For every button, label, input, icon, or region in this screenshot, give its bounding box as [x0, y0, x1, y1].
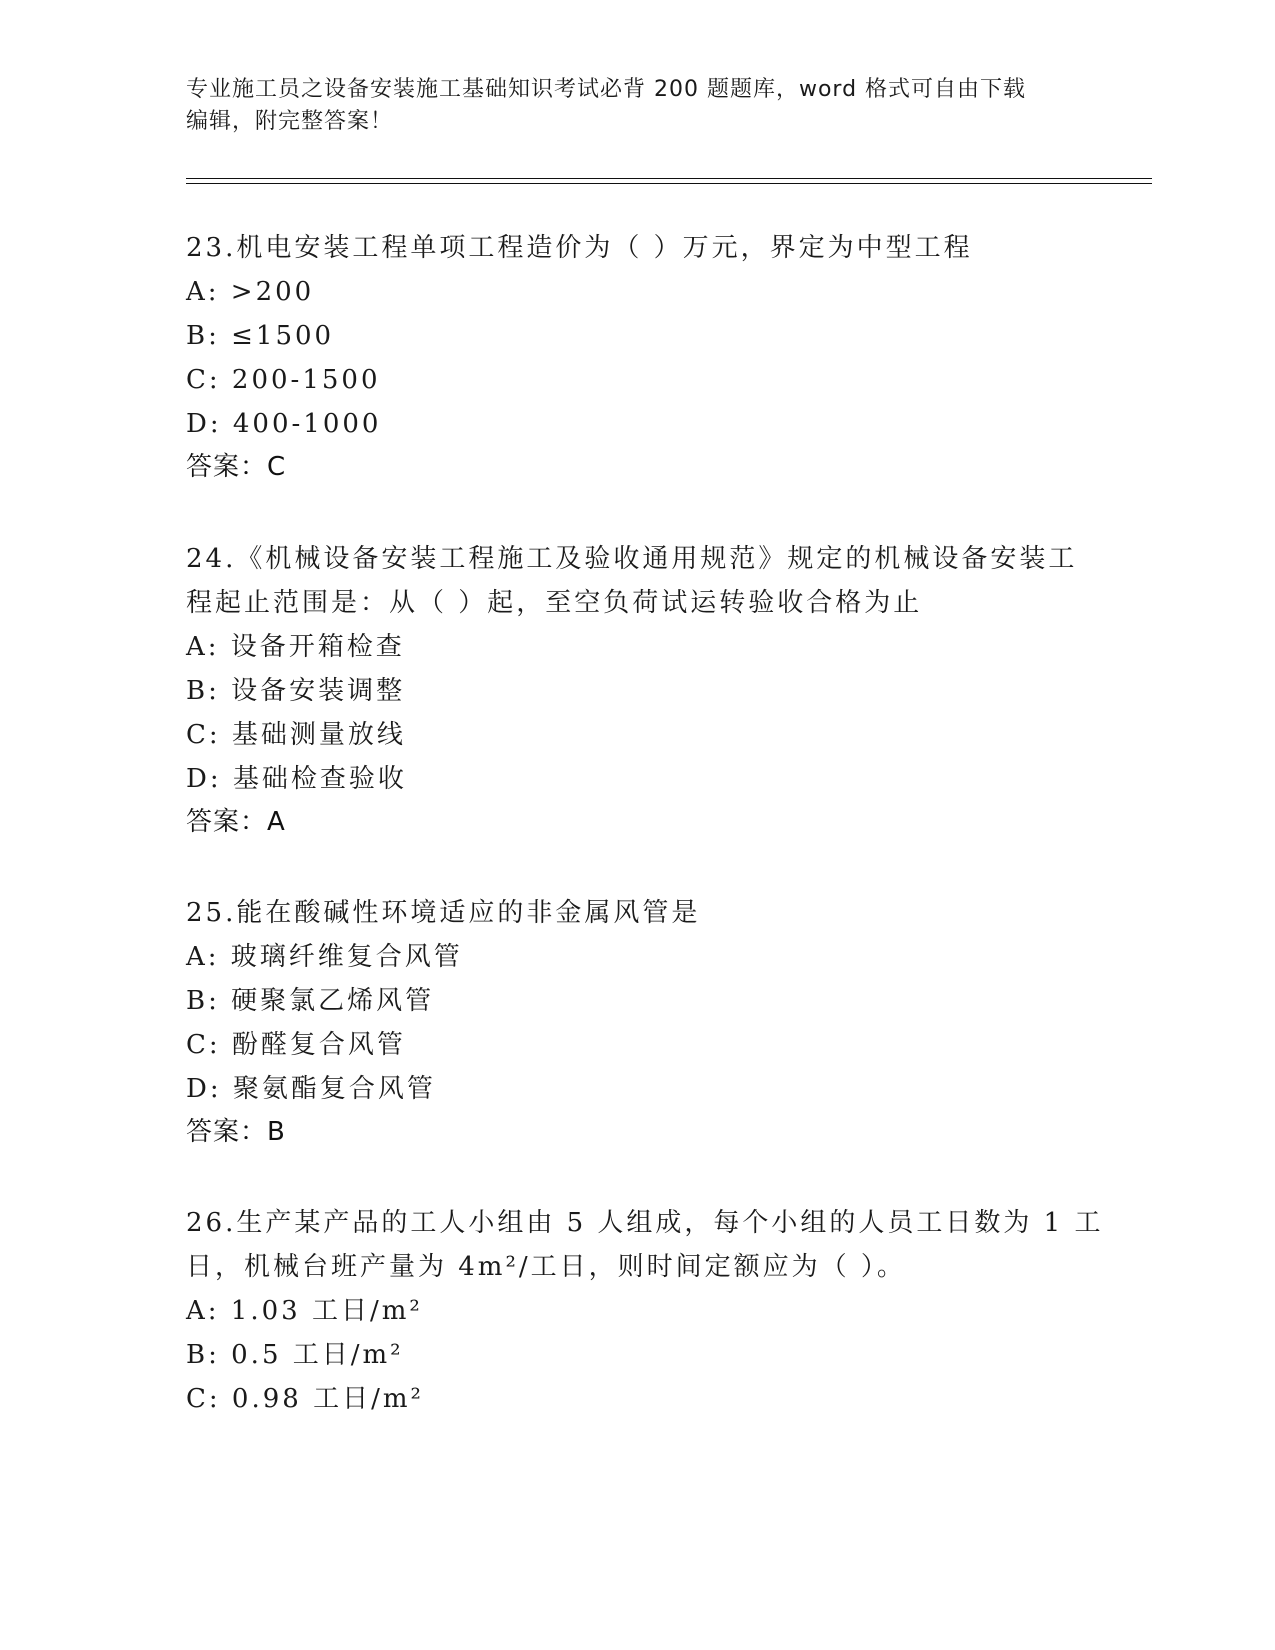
question-26-option-b: B: 0.5 工日/m²	[186, 1340, 404, 1370]
question-25-option-a: A: 玻璃纤维复合风管	[186, 942, 463, 972]
document-header	[186, 74, 1066, 138]
question-25-option-d: D: 聚氨酯复合风管	[186, 1074, 436, 1104]
question-23-option-d: D: 400-1000	[186, 409, 382, 439]
question-25-option-b: B: 硬聚氯乙烯风管	[186, 986, 435, 1016]
question-26-stem-line-2: 日，机械台班产量为 4m²/工日，则时间定额应为（ ）。	[186, 1252, 906, 1282]
question-23-stem: 23.机电安装工程单项工程造价为（ ）万元，界定为中型工程	[186, 233, 973, 263]
question-23-option-a: A: >200	[186, 277, 315, 307]
question-24-option-c: C: 基础测量放线	[186, 720, 406, 750]
question-24-stem-line-2: 程起止范围是：从（ ）起，至空负荷试运转验收合格为止	[186, 588, 923, 618]
header-divider-bottom	[186, 183, 1152, 184]
header-line-2: 编辑，附完整答案！	[186, 109, 394, 134]
question-25-stem: 25.能在酸碱性环境适应的非金属风管是	[186, 898, 701, 928]
header-line-1: 专业施工员之设备安装施工基础知识考试必背 200 题题库，word 格式可自由下载	[186, 77, 1027, 102]
question-24-option-b: B: 设备安装调整	[186, 676, 406, 706]
question-26-stem-line-1: 26.生产某产品的工人小组由 5 人组成，每个小组的人员工日数为 1 工	[186, 1208, 1104, 1238]
question-26-option-c: C: 0.98 工日/m²	[186, 1384, 424, 1414]
question-23-option-b: B: ≤1500	[186, 321, 335, 351]
question-24-option-a: A: 设备开箱检查	[186, 632, 405, 662]
question-25-answer: 答案：B	[186, 1117, 286, 1147]
question-24-option-d: D: 基础检查验收	[186, 764, 407, 794]
question-25-option-c: C: 酚醛复合风管	[186, 1030, 406, 1060]
question-24-stem-line-1: 24.《机械设备安装工程施工及验收通用规范》规定的机械设备安装工	[186, 544, 1078, 574]
question-24-answer: 答案：A	[186, 807, 286, 837]
header-divider-top	[186, 178, 1152, 179]
question-23-option-c: C: 200-1500	[186, 365, 381, 395]
question-26-option-a: A: 1.03 工日/m²	[186, 1296, 423, 1326]
question-23-answer: 答案：C	[186, 452, 287, 482]
